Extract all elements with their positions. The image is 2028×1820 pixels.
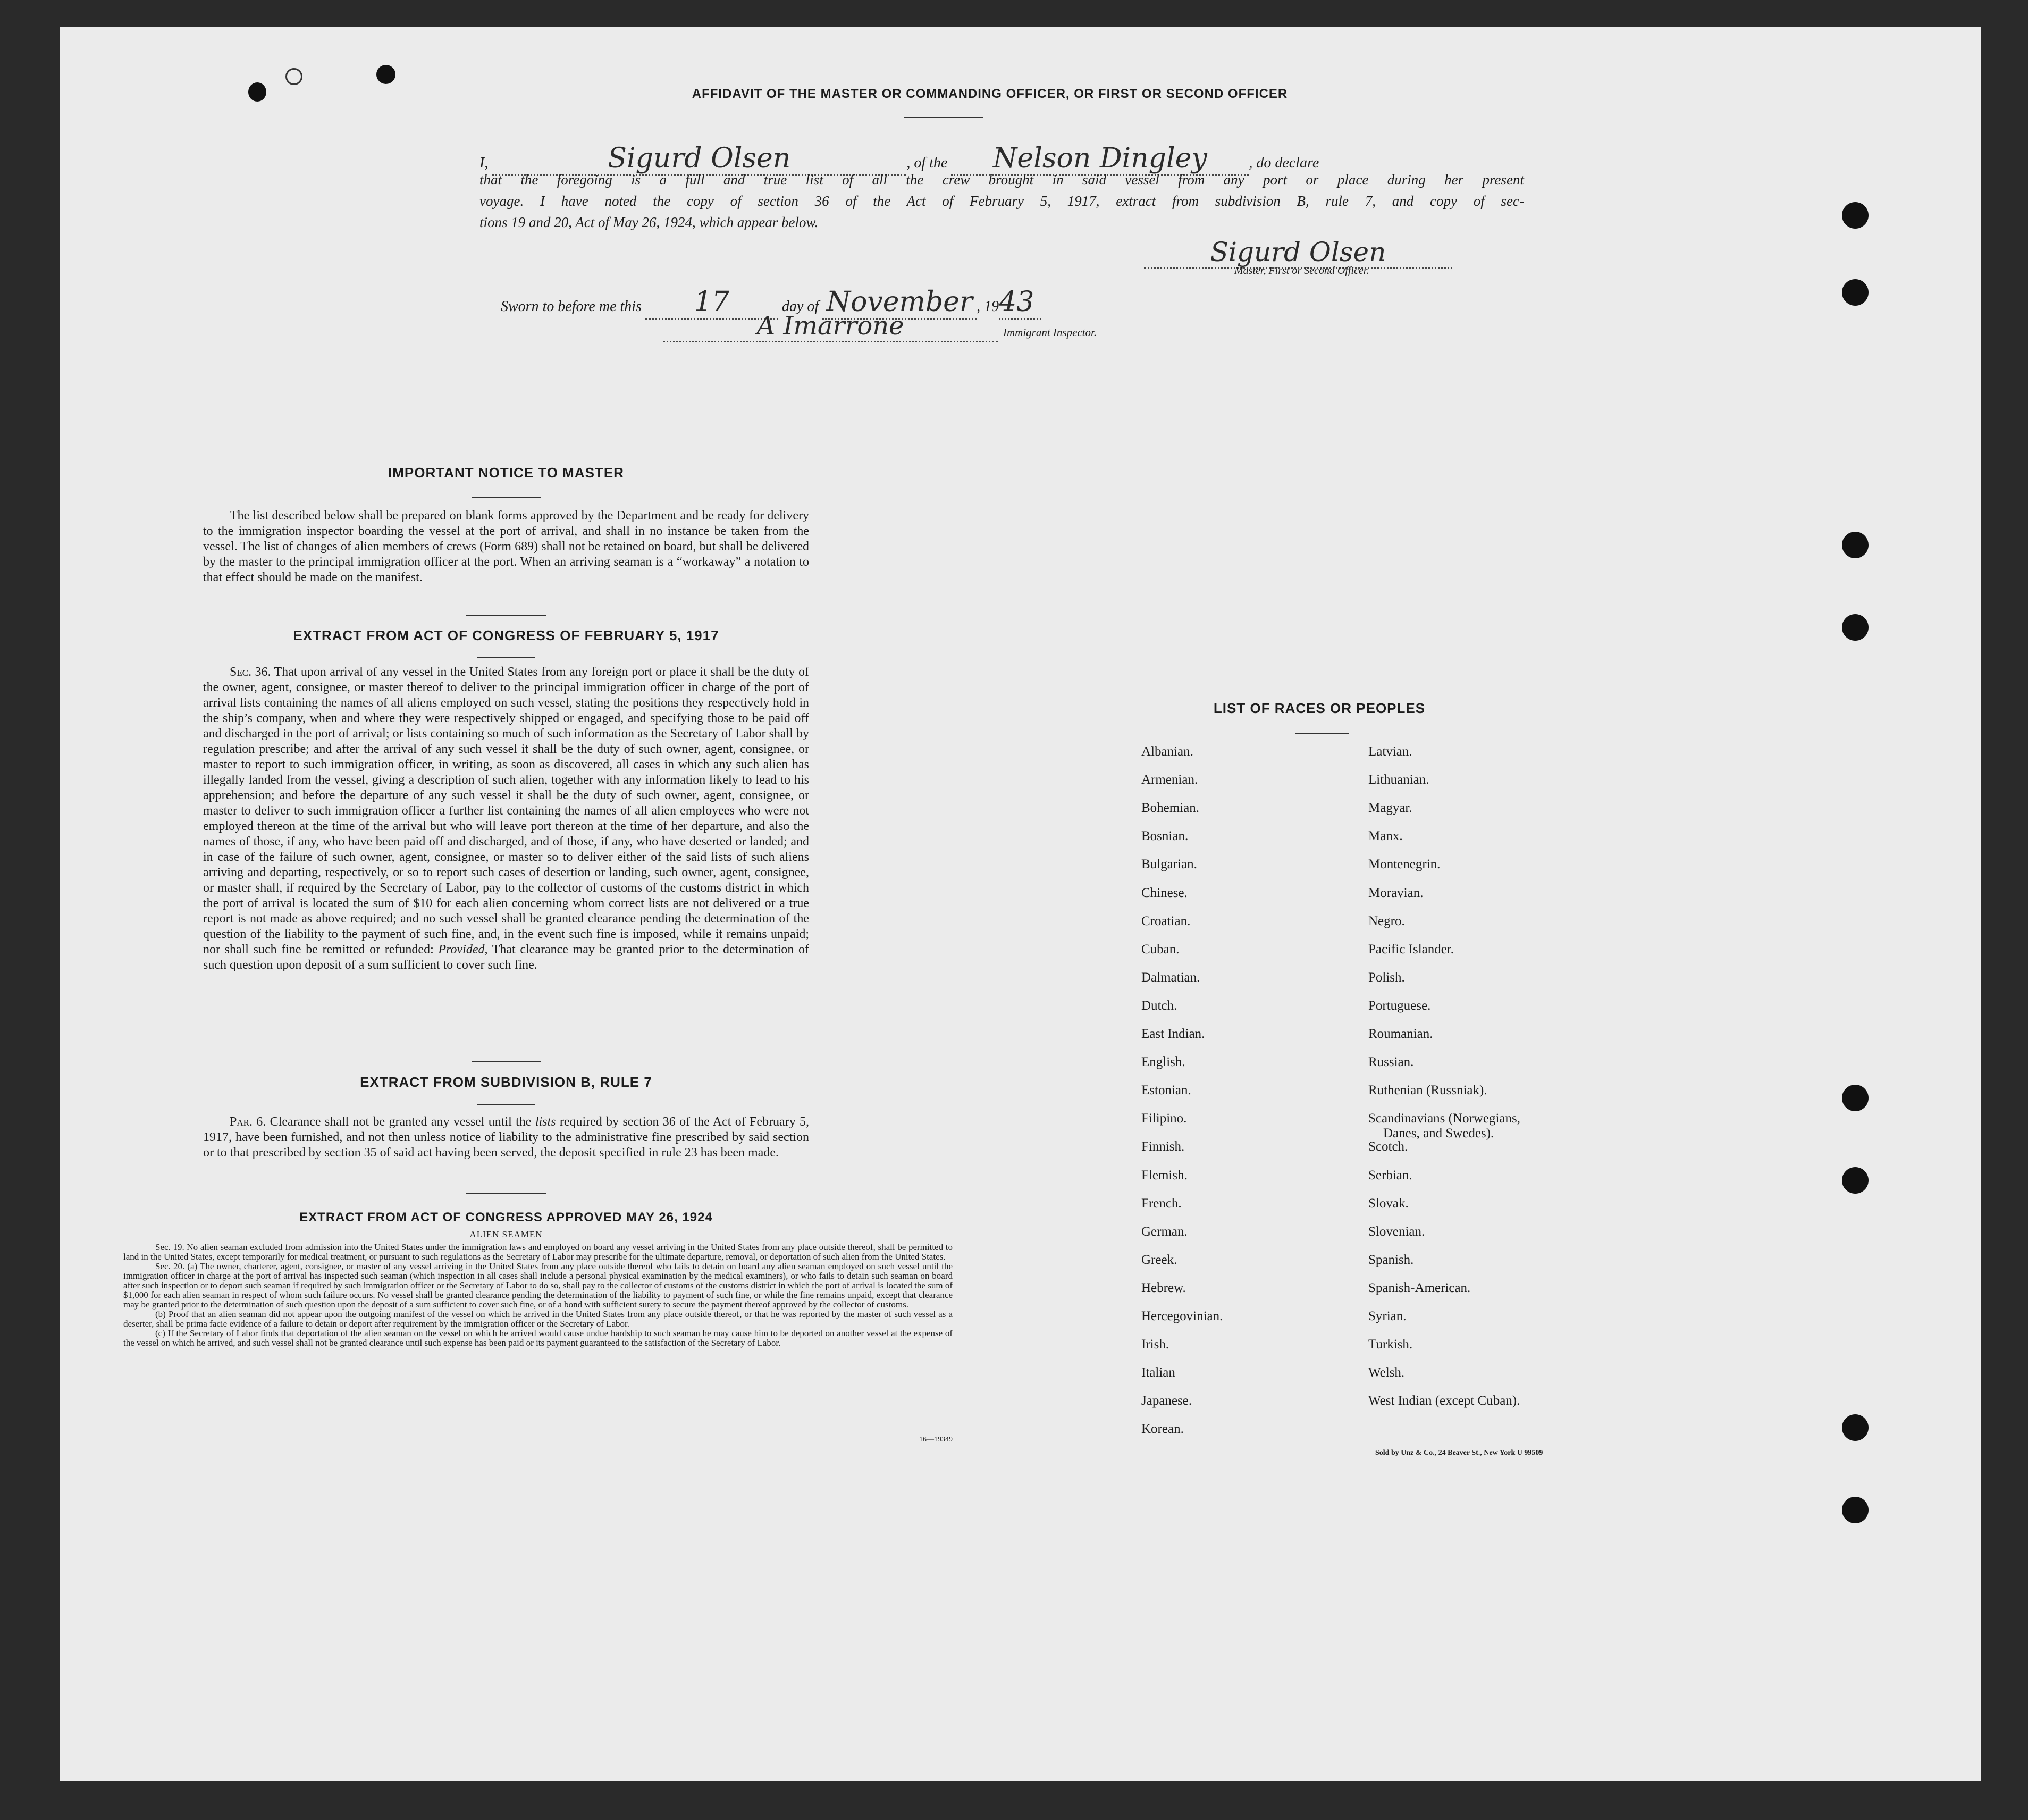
race-item: Syrian. <box>1368 1309 1407 1323</box>
race-item: Cuban. <box>1141 942 1180 957</box>
of-the-label: , of the <box>906 155 948 171</box>
race-item: Moravian. <box>1368 885 1424 900</box>
section-19-text: Sec. 19. No alien seaman excluded from admission into the United States under the immigration laws and employed on board any vessel arriving in the United States from any place outside thereof, shall be permitted to land in the United States, except temporarily for medical treatment, or pursuant to such regulations as the Secretary of Labor may prescribe for the ultimate departure, removal, or deportation of such alien from the United States. <box>123 1242 953 1262</box>
divider <box>466 1193 546 1194</box>
master-name: Sigurd Olsen <box>608 142 791 174</box>
race-item: Roumanian. <box>1368 1027 1433 1041</box>
section-20b-text: (b) Proof that an alien seaman did not appear upon the outgoing manifest of the vessel on which he arrived in the United States from any place outside thereof, or that he was reported by the master of such vessel as a deserter, shall be prima facie evidence of a failure to detain or deport after requirement by the immigration officer or the Secretary of Labor. <box>123 1309 953 1329</box>
vessel-name: Nelson Dingley <box>992 142 1207 174</box>
punch-hole <box>1842 532 1869 558</box>
race-item: Hebrew. <box>1141 1280 1186 1295</box>
section-20c-text: (c) If the Secretary of Labor finds that deportation of the alien seaman on the vessel on which he arrived would cause undue hardship to such seaman he may cause him to be deported on another vessel at the expense of the vessel on which he arrived, and such vessel shall not be granted clearance until such expense has been paid or its payment guaranteed to the satisfaction of the Secretary of Labor. <box>123 1328 953 1348</box>
race-item: Turkish. <box>1368 1337 1413 1352</box>
race-item: Pacific Islander. <box>1368 942 1454 957</box>
race-item: Serbian. <box>1368 1168 1412 1182</box>
divider <box>472 497 541 498</box>
race-item: Scandinavians (Norwegians, <box>1368 1111 1521 1126</box>
inspector-caption: Immigrant Inspector. <box>1003 326 1097 339</box>
race-item: Greek. <box>1141 1252 1177 1267</box>
race-item: Russian. <box>1368 1055 1414 1070</box>
race-item: Dalmatian. <box>1141 970 1200 985</box>
race-item: Scotch. <box>1368 1139 1408 1154</box>
punch-hole <box>1842 1085 1869 1111</box>
do-declare-label: , do declare <box>1249 155 1319 171</box>
printer-footer: Sold by Unz & Co., 24 Beaver St., New York U 99509 <box>1375 1449 1543 1457</box>
divider <box>904 117 983 118</box>
divider <box>1295 733 1349 734</box>
race-item: Bohemian. <box>1141 801 1200 816</box>
race-item: Lithuanian. <box>1368 773 1429 787</box>
signature-caption: Master, First or Second Officer. <box>1234 265 1369 276</box>
race-item: Negro. <box>1368 913 1405 928</box>
race-item: Manx. <box>1368 829 1403 844</box>
race-item: Armenian. <box>1141 773 1198 787</box>
rule-7-title: EXTRACT FROM SUBDIVISION B, RULE 7 <box>360 1074 652 1090</box>
punch-hole <box>1842 1167 1869 1194</box>
race-item: Montenegrin. <box>1368 857 1441 872</box>
rule-7-body-b: required by section 36 of the Act of February 5, 1917, have been furnished, and not then unless notice of liability to the administrative fine prescribed by said section or to that prescribed by section 35 of said act having been served, the deposit specified in rule 23 has been made. <box>203 1115 810 1160</box>
race-item: Flemish. <box>1141 1168 1188 1182</box>
race-item: Ruthenian (Russniak). <box>1368 1083 1487 1098</box>
punch-hole <box>1842 1414 1869 1441</box>
affidavit-text <box>479 169 1524 233</box>
extract-1924-text <box>123 1243 953 1348</box>
affidavit-line: that the foregoing is a full and true list of all the crew brought in said vessel from any port or place during her present <box>479 172 1524 188</box>
section-36-text <box>203 665 809 973</box>
inspector-signature-line <box>663 311 998 342</box>
race-item: French. <box>1141 1196 1182 1211</box>
race-item: Spanish. <box>1368 1252 1414 1267</box>
punch-hole <box>1842 1497 1869 1523</box>
race-item: East Indian. <box>1141 1027 1205 1041</box>
punch-hole <box>1842 614 1869 641</box>
affidavit-line: tions 19 and 20, Act of May 26, 1924, which appear below. <box>479 214 819 230</box>
affidavit-line: voyage. I have noted the copy of section 36 of the Act of February 5, 1917, extract from subdivision B, rule 7, and copy of sec- <box>479 193 1524 209</box>
race-item: Bosnian. <box>1141 829 1189 844</box>
race-item: Slovenian. <box>1368 1224 1425 1239</box>
divider <box>477 1104 535 1105</box>
race-item: Hercegovinian. <box>1141 1309 1223 1323</box>
extract-1917-title: EXTRACT FROM ACT OF CONGRESS OF FEBRUARY 5, 1917 <box>293 627 719 643</box>
lists-word: lists <box>535 1115 556 1129</box>
provided-label: Provided, <box>438 943 488 957</box>
race-item: Welsh. <box>1368 1365 1405 1380</box>
section-label: Sec. 36. <box>230 665 271 679</box>
race-item: Latvian. <box>1368 744 1412 759</box>
punch-hole <box>1842 202 1869 229</box>
section-body-end: That clearance may be granted prior to the determination of such question upon deposit of a sum sufficient to cover such fine. <box>203 943 809 972</box>
affidavit-title: AFFIDAVIT OF THE MASTER OR COMMANDING OFFICER, OR FIRST OR SECOND OFFICER <box>692 87 1288 101</box>
race-item: Slovak. <box>1368 1196 1409 1211</box>
sworn-year: 43 <box>999 286 1034 318</box>
master-signature: Sigurd Olsen <box>1210 237 1386 267</box>
i-label: I, <box>479 155 489 171</box>
ink-speck <box>248 82 266 102</box>
race-item: Estonian. <box>1141 1083 1191 1098</box>
rule-7-text <box>203 1114 809 1161</box>
section-body: That upon arrival of any vessel in the United States from any foreign port or place it shall be the duty of the owner, agent, consignee, or master thereof to deliver to the principal immigration officer in charge of the port of arrival lists containing the names of all aliens employed on such vessel, stating the positions they respectively hold in the ship’s company, when and where they were respectively shipped or engaged, and specifying those to be paid off and discharged in the port of arrival; or lists containing so much of such information as the Secretary of Labor shall by regulation prescribe; and after the arrival of any such vessel it shall be the duty of such owner, agent, consignee, or master to report to such immigration officer, in writing, as soon as discovered, all cases in which any such alien has illegally landed from the vessel, giving a description of such alien, together with any information likely to lead to his apprehension; and before the departure of any such vessel it shall be the duty of such owner, agent, consignee, or master to deliver to such immigration officer a further list containing the names of all alien employees who were not employed thereon at the time of the arrival but who will leave port thereon at the time of her departure, and also the names of those, if any, who have been paid off and discharged, and of those, if any, who have deserted or landed; and in case of the failure of such owner, agent, consignee, or master so to deliver either of the said lists of such aliens arriving and departing, respectively, or so to report such cases of desertion or landing, such owner, agent, consignee, or master shall, if required by the Secretary of Labor, pay to the collector of customs of the customs district in which the port of arrival is located the sum of $10 for each alien concerning whom correct lists are not delivered or a true report is not made as above required; and no such vessel shall be granted clearance pending the determination of the question of the liability to the payment of such fine, and, in the event such fine is imposed, while it remains unpaid; nor shall such fine be remitted or refunded: <box>203 665 809 957</box>
divider <box>472 1061 541 1062</box>
notice-title: IMPORTANT NOTICE TO MASTER <box>388 465 624 481</box>
race-item: Polish. <box>1368 970 1405 985</box>
rule-7-body-a: Clearance shall not be granted any vessel until the <box>270 1115 532 1129</box>
race-item: West Indian (except Cuban). <box>1368 1394 1520 1408</box>
race-item: Danes, and Swedes). <box>1383 1126 1494 1141</box>
notice-text: The list described below shall be prepared on blank forms approved by the Department and be ready for delivery to the immigration inspector boarding the vessel at the port of arrival, and shall in no instance be taken from the vessel. The list of changes of alien members of crews (Form 689) shall not be retained on board, but shall be delivered by the master to the principal immigration officer at the port. When an arriving seaman is a “workaway” a notation to that effect should be made on the manifest. <box>203 509 809 584</box>
extract-1924-title: EXTRACT FROM ACT OF CONGRESS APPROVED MAY 26, 1924 <box>299 1210 713 1224</box>
sworn-label: Sworn to before me this <box>501 298 642 315</box>
year-prefix: , 19 <box>977 298 999 315</box>
race-item: Magyar. <box>1368 801 1412 816</box>
race-item: Italian <box>1141 1365 1175 1380</box>
document-page <box>60 27 1981 1781</box>
race-item: Finnish. <box>1141 1139 1185 1154</box>
paragraph-label: Par. 6. <box>230 1115 266 1129</box>
race-item: Chinese. <box>1141 885 1188 900</box>
inspector-signature: A Imarrone <box>756 311 904 341</box>
ink-speck <box>285 68 302 85</box>
race-item: Bulgarian. <box>1141 857 1197 872</box>
divider <box>466 615 546 616</box>
race-item: Japanese. <box>1141 1394 1192 1408</box>
race-item: Portuguese. <box>1368 998 1431 1013</box>
race-item: Dutch. <box>1141 998 1177 1013</box>
master-signature-line <box>1144 237 1452 269</box>
race-item: Albanian. <box>1141 744 1193 759</box>
form-number: 16—19349 <box>919 1436 953 1444</box>
race-item: German. <box>1141 1224 1188 1239</box>
race-item: Irish. <box>1141 1337 1169 1352</box>
race-item: Filipino. <box>1141 1111 1187 1126</box>
alien-seamen-subtitle: ALIEN SEAMEN <box>469 1229 543 1239</box>
sworn-day: 17 <box>694 286 730 318</box>
sworn-month: November <box>826 286 973 318</box>
divider <box>477 657 535 658</box>
day-of-label: day of <box>781 298 819 315</box>
race-item: Korean. <box>1141 1422 1184 1437</box>
punch-hole <box>1842 279 1869 306</box>
ink-speck <box>376 65 395 84</box>
races-title: LIST OF RACES OR PEOPLES <box>1213 700 1426 716</box>
race-item: English. <box>1141 1055 1185 1070</box>
race-item: Spanish-American. <box>1368 1280 1471 1295</box>
section-20a-text: Sec. 20. (a) The owner, charterer, agent, consignee, or master of any vessel arriving in the United States from any place outside thereof who fails to detain on board any alien seaman employed on such vessel until the immigration officer in charge at the port of arrival has inspected such seaman (which inspection in all cases shall include a personal physical examination by the medical examiners), or who fails to detain such seaman on board after such inspection or to deport such seaman if required by such immigration officer or the Secretary of Labor to do so, shall pay to the collector of customs of the customs district in which the port of arrival is located the sum of $1,000 for each alien seaman in respect of whom such failure occurs. No vessel shall be granted clearance pending the determination of the liability to payment of such fine, or while the fine remains unpaid, except that clearance may be granted prior to the determination of such question upon the deposit of a sum sufficient to cover such fine, or of a bond with sufficient surety to secure the payment thereof approved by the collector of customs. <box>123 1261 953 1310</box>
race-item: Croatian. <box>1141 913 1191 928</box>
